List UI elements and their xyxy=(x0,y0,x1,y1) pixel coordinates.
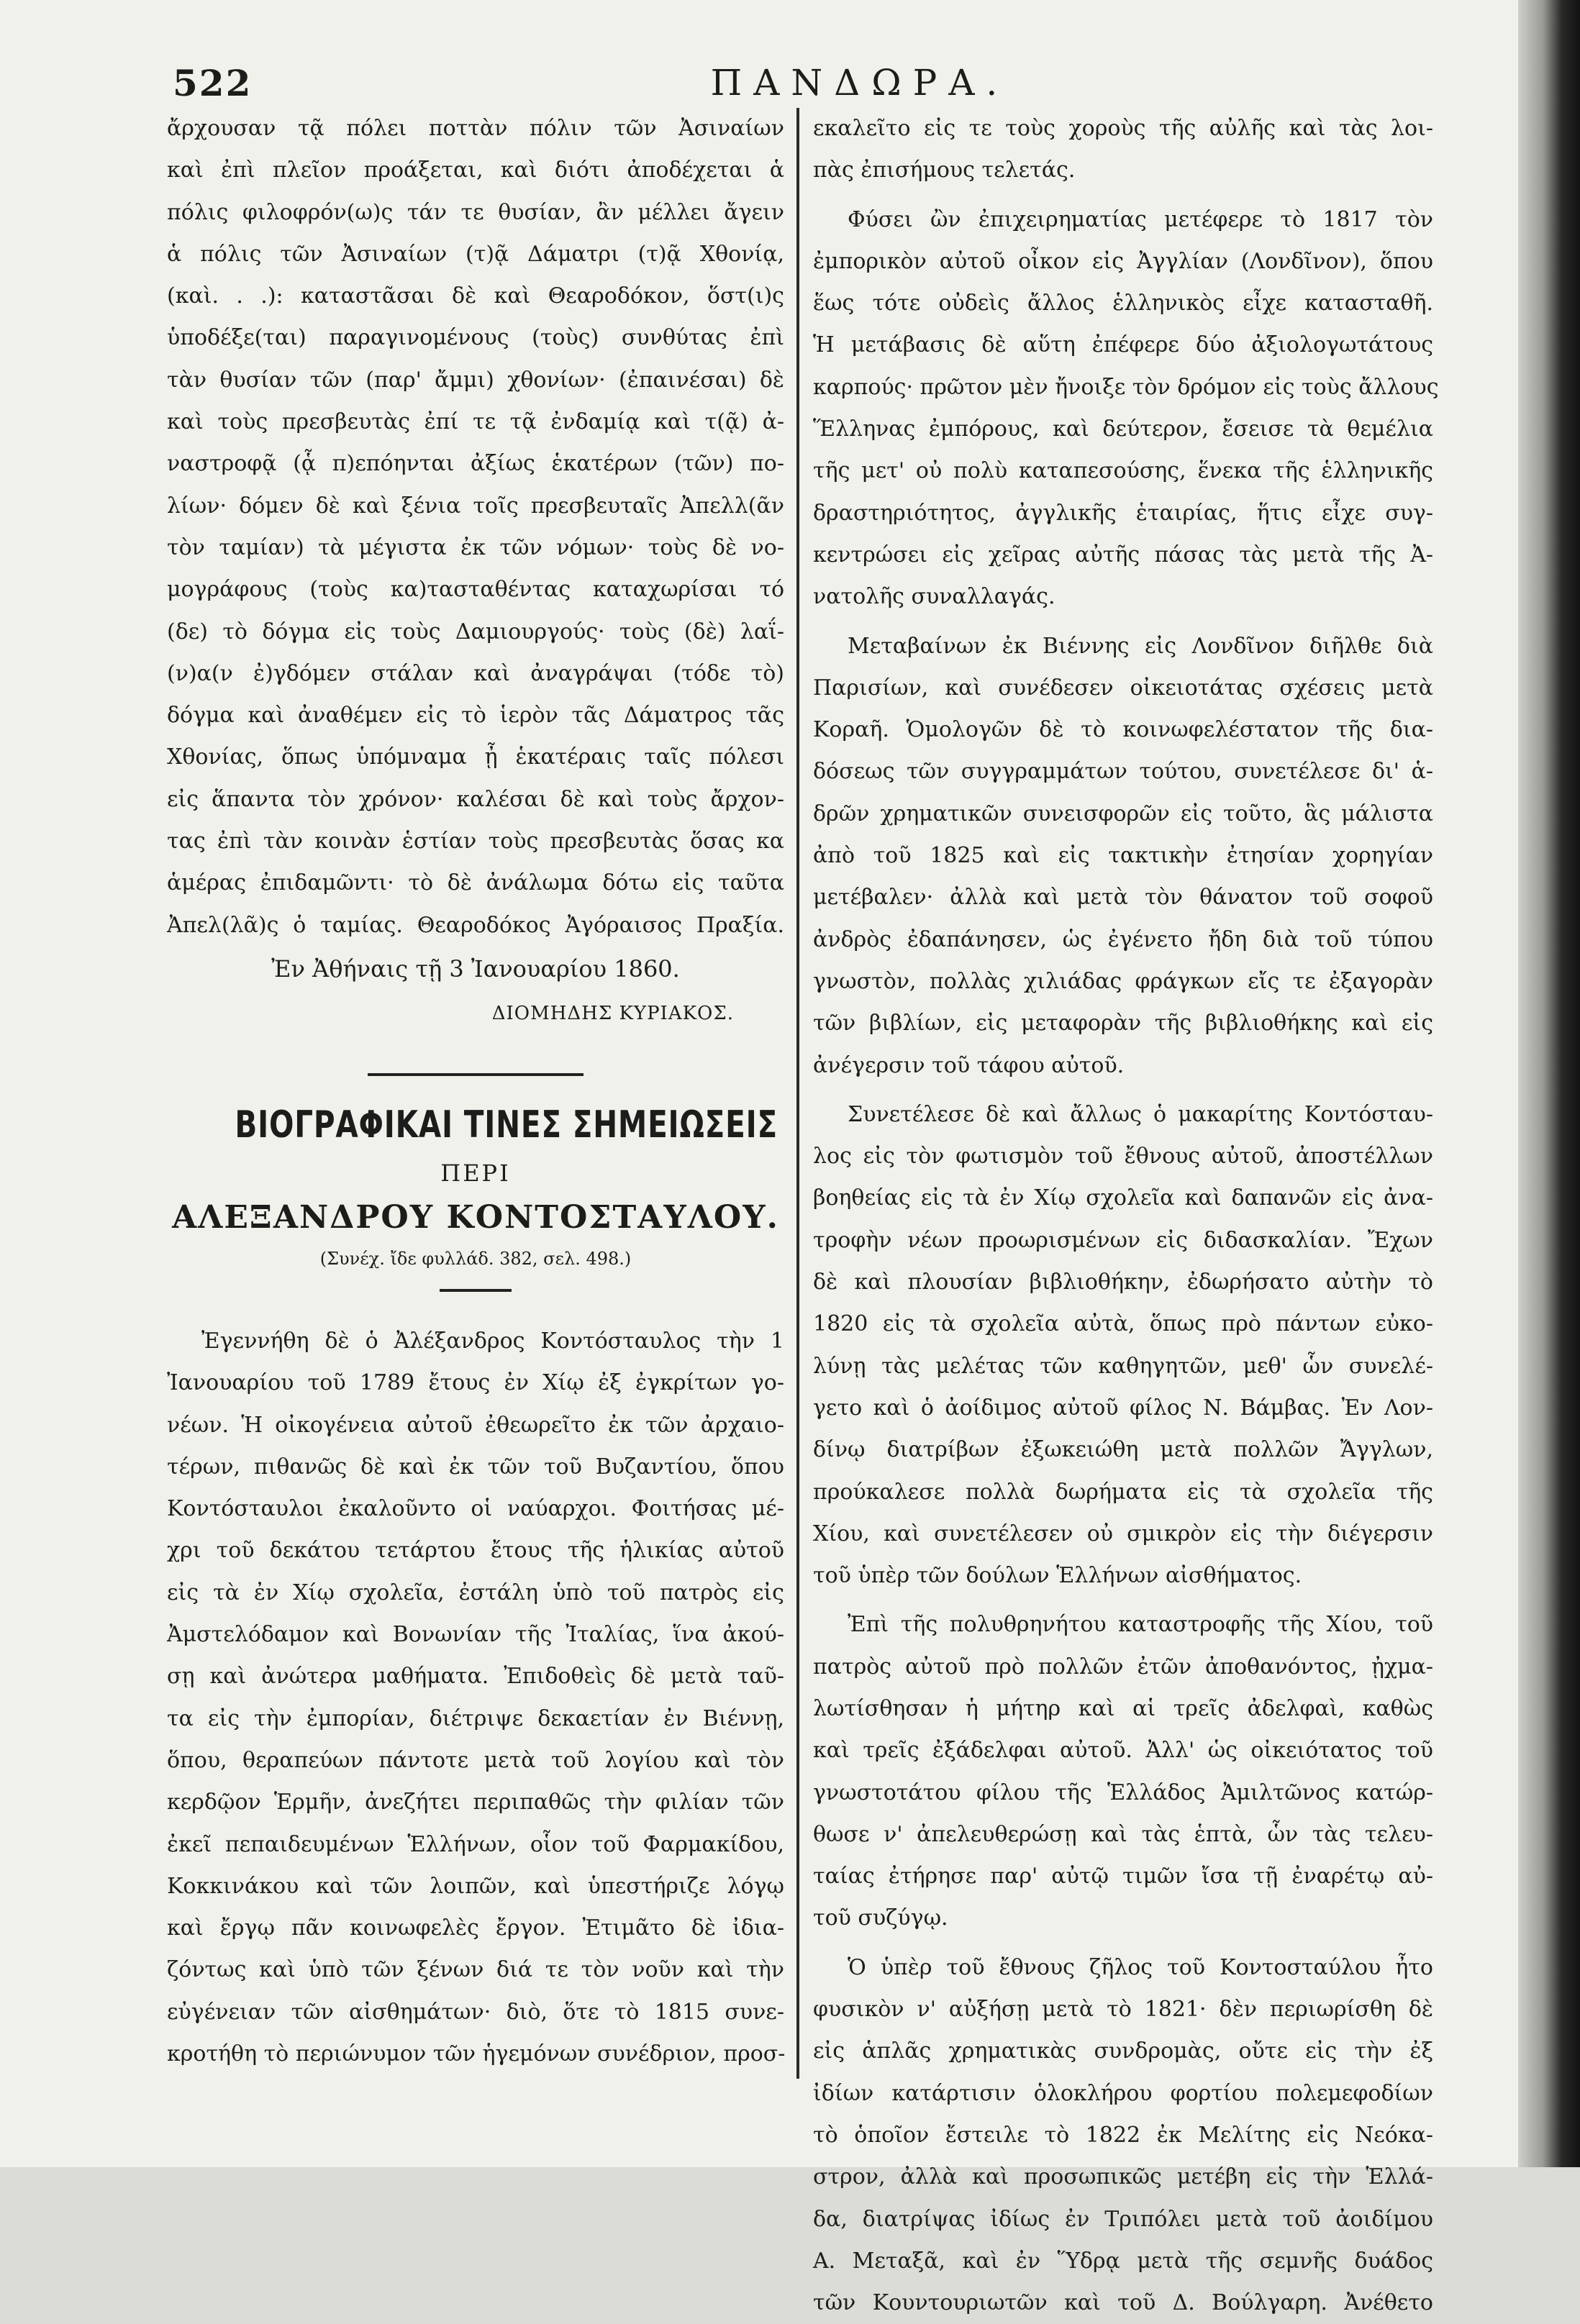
text-line: δραστηριότητος, ἀγγλικῆς ἑταιρίας, ἥτις εἶχε συγ- xyxy=(813,500,1433,526)
text-line: λύνῃ τὰς μελέτας τῶν καθηγητῶν, μεθ' ὧν συνελέ- xyxy=(813,1353,1433,1379)
text-line: ἐμπορικὸν αὐτοῦ οἶκον εἰς Ἀγγλίαν (Λονδῖνον), ὅπου xyxy=(813,248,1433,274)
text-line: ταίας ἐτήρησε παρ' αὐτῷ τιμῶν ἴσα τῇ ἐναρέτῳ αὐ- xyxy=(813,1864,1433,1890)
text-line: Παρισίων, καὶ συνέδεσεν οἰκειοτάτας σχέσεις μετὰ xyxy=(813,675,1433,701)
text-line: ἄρχουσαν τᾷ πόλει ποττὰν πόλιν τῶν Ἀσιναίων xyxy=(167,116,784,141)
text-line: ἀνδρὸς ἐδαπάνησεν, ὡς ἐγένετο ἤδη διὰ τοῦ τύπου xyxy=(813,926,1433,952)
text-line: τῆς μετ' οὐ πολὺ καταπεσούσης, ἕνεκα τῆς ἑλληνικῆς xyxy=(813,458,1433,484)
dateline: Ἐν Ἀθήναις τῇ 3 Ἰανουαρίου 1860. xyxy=(271,954,680,983)
text-line: δα, διατρίψας ἰδίως ἐν Τριπόλει μετὰ τοῦ ἀοιδίμου xyxy=(813,2206,1433,2232)
text-line: ναστροφᾷ (ᾇ π)επόηνται ἀξίως ἑκατέρων (τῶν) πο- xyxy=(167,451,784,477)
text-line: Μεταβαίνων ἐκ Βιέννης εἰς Λονδῖνον διῆλθε διὰ xyxy=(848,633,1433,659)
text-line: 1820 εἰς τὰ σχολεῖα αὐτὰ, ὅπως πρὸ πάντων εὐκο- xyxy=(813,1311,1433,1337)
text-line: (δε) τὸ δόγμα εἰς τοὺς Δαμιουργούς· τοὺς (δὲ) λαΐ- xyxy=(167,619,784,644)
text-line: βοηθείας εἰς τὰ ἐν Χίῳ σχολεῖα καὶ δαπανῶν εἰς ἀνα- xyxy=(813,1185,1433,1211)
text-line: Κοκκινάκου καὶ τῶν λοιπῶν, καὶ ὑπεστήριζε λόγῳ xyxy=(167,1873,784,1899)
text-line: δόγμα καὶ ἀναθέμεν εἰς τὸ ἱερὸν τᾶς Δάματρος τᾶς xyxy=(167,703,784,729)
text-line: Ὁ ὑπὲρ τοῦ ἔθνους ζῆλος τοῦ Κοντοσταύλου ἦτο xyxy=(848,1954,1433,1980)
title-divider xyxy=(440,1289,512,1292)
article-subject: ΑΛΕΞΑΝΔΡΟΥ ΚΟΝΤΟΣΤΑΥΛΟΥ. xyxy=(172,1198,779,1236)
text-line: τῶν Κουντουριωτῶν καὶ τοῦ Δ. Βούλγαρη. Ἀνέθετο xyxy=(813,2290,1433,2316)
paragraph-gap xyxy=(813,192,1433,199)
text-line: λος εἰς τὸν φωτισμὸν τοῦ ἔθνους αὐτοῦ, ἀποστέλλων xyxy=(813,1144,1433,1170)
text-line: χρι τοῦ δεκάτου τετάρτου ἔτους τῆς ἡλικίας αὐτοῦ xyxy=(167,1538,784,1564)
text-line: λίων· δόμεν δὲ καὶ ξένια τοῖς πρεσβευταῖς Ἀπελλ(ᾶν xyxy=(167,493,784,519)
text-line: νέων. Ἡ οἰκογένεια αὐτοῦ ἐθεωρεῖτο ἐκ τῶν ἀρχαιο- xyxy=(167,1412,784,1438)
paragraph xyxy=(813,108,1433,192)
text-line: Συνετέλεσε δὲ καὶ ἄλλως ὁ μακαρίτης Κοντόσταυ- xyxy=(848,1101,1433,1127)
text-line: τὰν θυσίαν τῶν (παρ' ἄμμι) χθονίων· (ἐπαινέσαι) δὲ xyxy=(167,367,784,393)
book-spine-shadow xyxy=(1518,0,1580,2167)
text-line: γνωστὸν, πολλὰς χιλιάδας φράγκων εἴς τε ἐξαγορὰν xyxy=(813,968,1433,994)
text-line: φυσικὸν ν' αὐξήσῃ μετὰ τὸ 1821· δὲν περιωρίσθη δὲ xyxy=(813,1997,1433,2023)
text-line: ἁ πόλις τῶν Ἀσιναίων (τ)ᾷ Δάματρι (τ)ᾷ Χθονίᾳ, xyxy=(167,241,784,267)
text-line: δίνῳ διατρίβων ἐξωκειώθη μετὰ πολλῶν Ἄγγλων, xyxy=(813,1437,1433,1463)
text-line: τας ἐπὶ τὰν κοινὰν ἑστίαν τοὺς πρεσβευτὰς ὅσας κα xyxy=(167,829,784,855)
text-line: ἁμέρας ἐπιδαμῶντι· τὸ δὲ ἀνάλωμα δότω εἰς ταῦτα xyxy=(167,870,784,896)
right-column xyxy=(813,108,1439,2316)
text-line: Ἀμστελόδαμον καὶ Βονωνίαν τῆς Ἰταλίας, ἵνα ἀκού- xyxy=(167,1622,784,1648)
text-line: τα εἰς τὴν ἐμπορίαν, διέτριψε δεκαετίαν ἐν Βιέννῃ, xyxy=(167,1705,784,1731)
text-line: πατρὸς αὐτοῦ πρὸ πολλῶν ἐτῶν ἀποθανόντος, ᾐχμα- xyxy=(813,1654,1433,1680)
text-line: ἐκεῖ πεπαιδευμένων Ἑλλήνων, οἷον τοῦ Φαρμακίδου, xyxy=(167,1831,784,1857)
inscription-text xyxy=(167,108,784,947)
text-line: ὅπου, θεραπεύων πάντοτε μετὰ τοῦ λογίου καὶ τὸν xyxy=(167,1747,784,1773)
paragraph-gap xyxy=(813,619,1433,626)
running-title: ΠΑΝΔΩΡΑ. xyxy=(710,62,1009,104)
paragraph xyxy=(813,1947,1433,2324)
article-title: ΒΙΟΓΡΑΦΙΚΑΙ ΤΙΝΕΣ ΣΗΜΕΙΩΣΕΙΣ xyxy=(235,1103,778,1147)
text-line: κροτήθη τὸ περιώνυμον τῶν ἡγεμόνων συνέδριον, προσ- xyxy=(167,2041,786,2066)
text-line: τὸν ταμίαν) τὰ μέγιστα ἐκ τῶν νόμων· τοὺς δὲ νο- xyxy=(167,534,784,560)
text-line: γετο καὶ ὁ ἀοίδιμος αὐτοῦ φίλος Ν. Βάμβας. Ἐν Λον- xyxy=(813,1395,1433,1421)
text-line: Κοντόσταυλοι ἐκαλοῦντο οἱ ναύαρχοι. Φοιτήσας μέ- xyxy=(167,1496,784,1522)
text-line: (καὶ. . .): καταστᾶσαι δὲ καὶ Θεαροδόκον, ὅστ(ι)ς xyxy=(167,283,784,309)
text-line: ἀνέγερσιν τοῦ τάφου αὐτοῦ. xyxy=(813,1052,1125,1078)
paragraph-gap xyxy=(813,1597,1433,1604)
text-line: πόλις φιλοφρόν(ω)ς τάν τε θυσίαν, ἂν μέλλει ἄγειν xyxy=(167,199,784,225)
text-line: Ἰανουαρίου τοῦ 1789 ἔτους ἐν Χίῳ ἐξ ἐγκρίτων γο- xyxy=(167,1370,784,1396)
text-line: καὶ τοὺς πρεσβευτὰς ἐπί τε τᾷ ἐνδαμίᾳ καὶ τ(ᾷ) ἀ- xyxy=(167,409,784,435)
text-line: τέρων, πιθανῶς δὲ καὶ ἐκ τῶν τοῦ Βυζαντίου, ὅπου xyxy=(167,1454,784,1480)
text-line: θωσε ν' ἀπελευθερώσῃ καὶ τὰς ἑπτὰ, ὧν τὰς τελευ- xyxy=(813,1821,1433,1847)
text-line: τοῦ ὑπὲρ τῶν δούλων Ἑλλήνων αἰσθήματος. xyxy=(813,1563,1302,1589)
text-line: εἰς ἁπλᾶς χρηματικὰς συνδρομὰς, οὔτε εἰς τὴν ἐξ xyxy=(813,2038,1433,2064)
text-line: μογράφους (τοὺς κα)τασταθέντας καταχωρίσαι τό xyxy=(167,577,784,603)
text-line: καρπούς· πρῶτον μὲν ἤνοιξε τὸν δρόμον εἰς τοὺς ἄλλους xyxy=(813,374,1439,400)
text-line: (ν)α(ν ἐ)γδόμεν στάλαν καὶ ἀναγράψαι (τόδε τὸ) xyxy=(167,660,784,686)
text-line: Ἀπελ(λᾶ)ς ὁ ταμίας. Θεαροδόκος Ἀγόραισος Πραξία. xyxy=(167,912,784,938)
text-line: εἰς ἅπαντα τὸν χρόνον· καλέσαι δὲ καὶ τοὺς ἄρχον- xyxy=(167,786,784,812)
text-line: ἀπὸ τοῦ 1825 καὶ εἰς τακτικὴν ἐτησίαν χορηγίαν xyxy=(813,843,1433,869)
text-line: πὰς ἐπισήμους τελετάς. xyxy=(813,158,1076,183)
paragraph xyxy=(813,1604,1433,1939)
paragraph-gap xyxy=(813,1940,1433,1947)
continuation-note: (Συνέχ. ἴδε φυλλάδ. 382, σελ. 498.) xyxy=(319,1248,632,1269)
article-title-peri: ΠΕΡΙ xyxy=(440,1159,511,1187)
text-line: κεντρώσει εἰς χεῖρας αὐτῆς πάσας τὰς μετὰ τῆς Ἀ- xyxy=(813,542,1433,568)
left-column xyxy=(167,108,784,2093)
text-line: Χθονίας, ὅπως ὑπόμναμα ᾖ ἑκατέραις ταῖς πόλεσι xyxy=(167,744,784,770)
text-line: δόσεως τῶν συγγραμμάτων τούτου, συνετέλεσε δι' ἁ- xyxy=(813,759,1433,785)
text-line: κερδῷον Ἑρμῆν, ἀνεζήτει περιπαθῶς τὴν φιλίαν τῶν xyxy=(167,1790,784,1815)
text-line: ἰδίων κατάρτισιν ὁλοκλήρου φορτίου πολεμεφοδίων xyxy=(813,2080,1433,2106)
text-line: Ἐπὶ τῆς πολυθρηνήτου καταστροφῆς τῆς Χίου, τοῦ xyxy=(848,1612,1433,1638)
text-line: σῃ καὶ ἀνώτερα μαθήματα. Ἐπιδοθεὶς δὲ μετὰ ταῦ- xyxy=(167,1664,784,1690)
article-body xyxy=(167,1321,784,2075)
paragraph xyxy=(813,1094,1433,1598)
paragraph-gap xyxy=(813,1087,1433,1094)
text-line: τοῦ συζύγῳ. xyxy=(813,1905,948,1931)
text-line: εἰς τὰ ἐν Χίῳ σχολεῖα, ἐστάλη ὑπὸ τοῦ πατρὸς εἰς xyxy=(167,1580,784,1605)
text-line: Χίου, καὶ συνετέλεσεν οὐ σμικρὸν εἰς τὴν διέγερσιν xyxy=(813,1521,1433,1546)
right-column-body xyxy=(813,108,1439,2324)
paragraph xyxy=(813,626,1433,1087)
text-line: ζόντως καὶ ὑπὸ τῶν ξένων διά τε τὸν νοῦν καὶ τὴν xyxy=(167,1957,784,1983)
text-line: προύκαλεσε πολλὰ δωρήματα εἰς τὰ σχολεῖα τῆς xyxy=(813,1479,1433,1505)
text-line: στρον, ἀλλὰ καὶ προσωπικῶς μετέβη εἰς τὴν Ἑλλά- xyxy=(813,2164,1433,2190)
text-line: μετέβαλεν· ἀλλὰ καὶ μετὰ τὸν θάνατον τοῦ σοφοῦ xyxy=(813,885,1433,911)
page-number: 522 xyxy=(173,62,253,104)
text-line: τροφὴν νέων προωρισμένων εἰς διδασκαλίαν. Ἔχων xyxy=(813,1227,1433,1253)
text-line: δρῶν χρηματικῶν συνεισφορῶν εἰς τοῦτο, ἃς μάλιστα xyxy=(813,801,1433,826)
paragraph xyxy=(813,199,1439,619)
text-line: ὑποδέξε(ται) παραγινομένους (τοὺς) συνθύτας ἐπὶ xyxy=(167,325,784,351)
text-line: Α. Μεταξᾶ, καὶ ἐν Ὕδρᾳ μετὰ τῆς σεμνῆς δυάδος xyxy=(813,2248,1433,2274)
text-line: νατολῆς συναλλαγάς. xyxy=(813,584,1055,610)
text-line: Φύσει ὢν ἐπιχειρηματίας μετέφερε τὸ 1817 τὸν xyxy=(848,206,1433,232)
text-line: Ἡ μετάβασις δὲ αὕτη ἐπέφερε δύο ἀξιολογωτάτους xyxy=(813,332,1433,358)
column-divider xyxy=(796,108,799,2079)
author-signature: ΔΙΟΜΗΔΗΣ ΚΥΡΙΑΚΟΣ. xyxy=(491,1002,734,1024)
section-divider xyxy=(368,1073,584,1076)
text-line: δὲ καὶ πλουσίαν βιβλιοθήκην, ἐδωρήσατο αὐτὴν τὸ xyxy=(813,1270,1433,1295)
text-line: καὶ ἔργῳ πᾶν κοινωφελὲς ἔργον. Ἐτιμᾶτο δὲ ἰδια- xyxy=(167,1915,784,1941)
text-line: Κοραῆ. Ὁμολογῶν δὲ τὸ κοινωφελέστατον τῆς δια- xyxy=(813,717,1433,743)
text-line: εκαλεῖτο εἰς τε τοὺς χοροὺς τῆς αὐλῆς καὶ τὰς λοι- xyxy=(813,116,1433,141)
text-line: Ἕλληνας ἐμπόρους, καὶ δεύτερον, ἔσεισε τὰ θεμέλια xyxy=(813,416,1433,442)
text-line: εὐγένειαν τῶν αἰσθημάτων· διὸ, ὅτε τὸ 1815 συνε- xyxy=(167,1999,784,2025)
text-line: γνωστοτάτου φίλου τῆς Ἑλλάδος Ἀμιλτῶνος κατώρ- xyxy=(813,1780,1433,1805)
text-line: ἕως τότε οὐδεὶς ἄλλος ἑλληνικὸς εἶχε κατασταθῆ. xyxy=(813,291,1433,316)
text-line: λωτίσθησαν ἡ μήτηρ καὶ αἱ τρεῖς ἀδελφαὶ, καθὼς xyxy=(813,1695,1433,1721)
text-line: τῶν βιβλίων, εἰς μεταφορὰν τῆς βιβλιοθήκης καὶ εἰς xyxy=(813,1011,1433,1036)
text-line: καὶ τρεῖς ἐξάδελφαι αὐτοῦ. Ἀλλ' ὡς οἰκειότατος τοῦ xyxy=(813,1738,1433,1764)
text-line: Ἐγεννήθη δὲ ὁ Ἀλέξανδρος Κοντόσταυλος τὴν 1 xyxy=(201,1328,784,1354)
text-line: καὶ ἐπὶ πλεῖον προάξεται, καὶ διότι ἀποδέχεται ἁ xyxy=(167,158,784,183)
text-line: τὸ ὁποῖον ἔστειλε τὸ 1822 ἐκ Μελίτης εἰς Νεόκα- xyxy=(813,2122,1433,2148)
